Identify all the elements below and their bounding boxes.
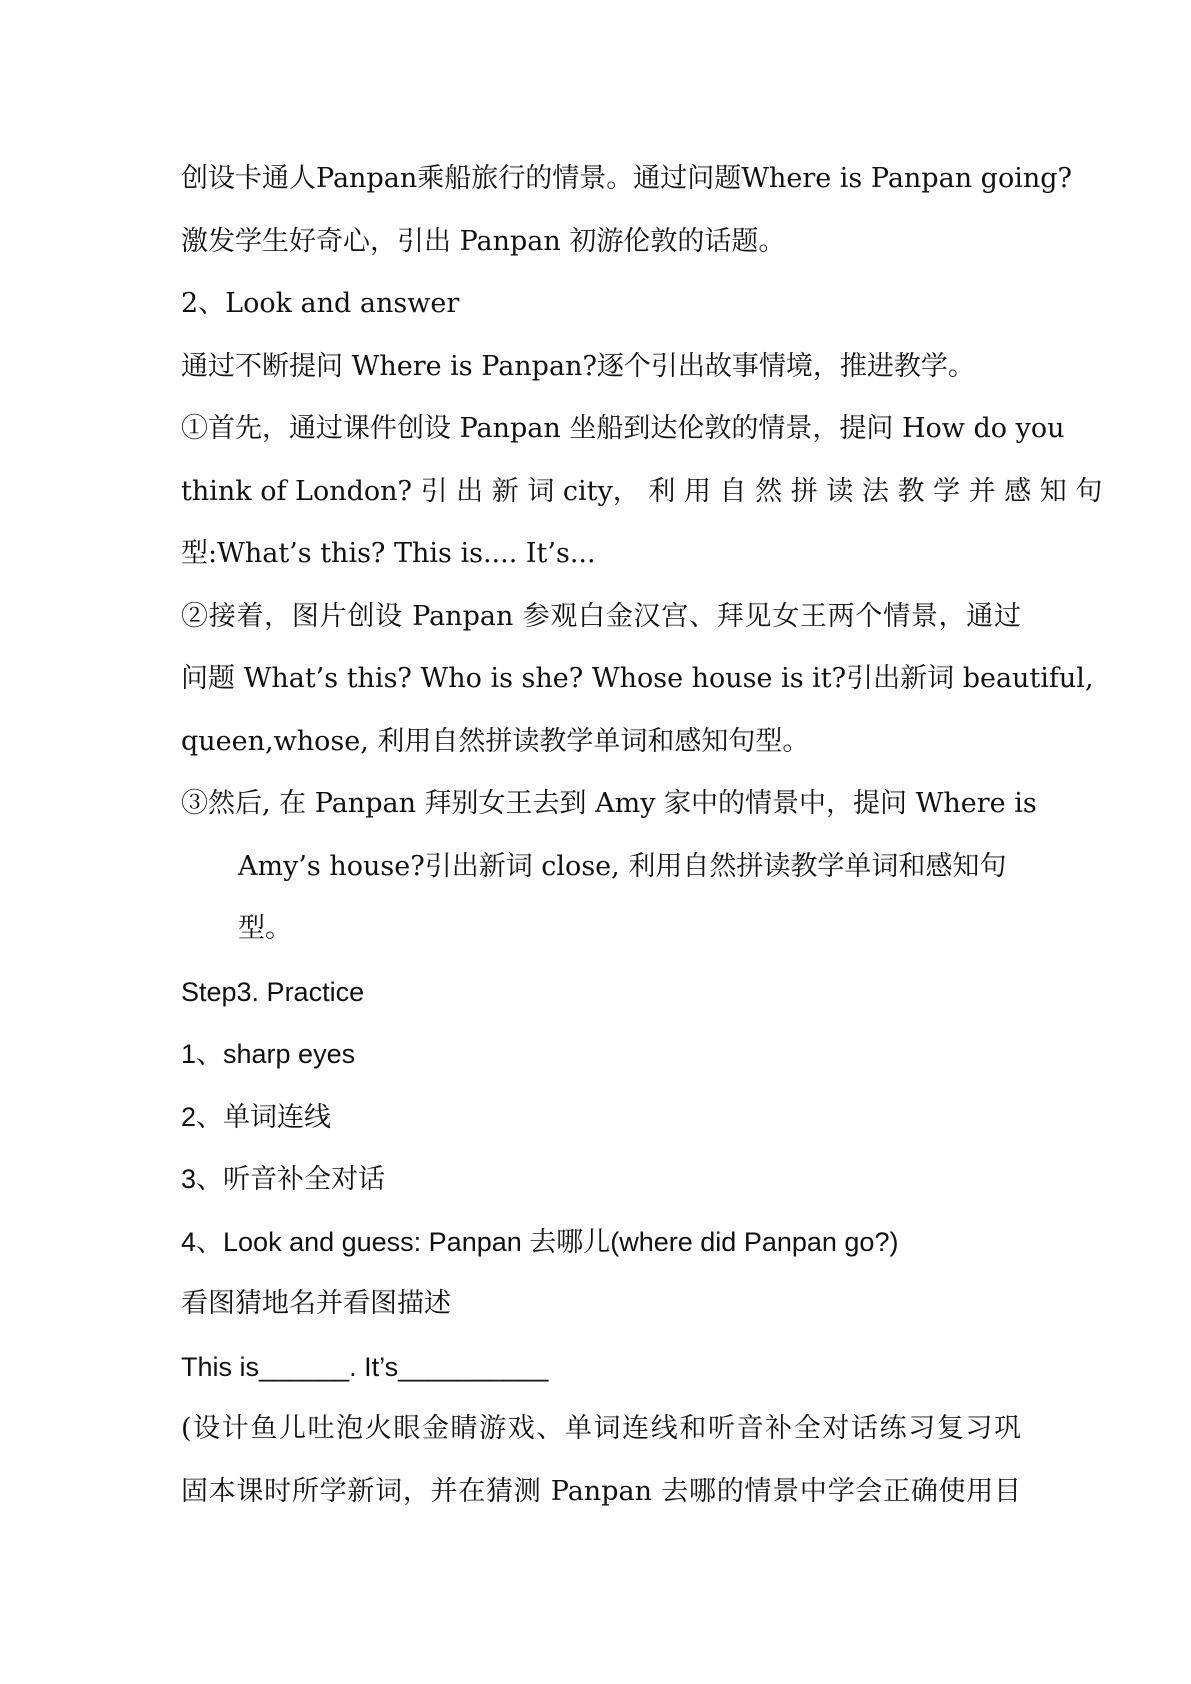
paragraph-line: 问题 What’s this? Who is she? Whose house is it?引出新词 beautiful,: [181, 663, 1094, 694]
section-heading: Step3. Practice: [181, 976, 365, 1007]
section-heading: 2、Look and answer: [181, 288, 460, 319]
paragraph-line: queen,whose, 利用自然拼读教学单词和感知句型。: [181, 725, 810, 757]
paragraph-line: 固本课时所学新词，并在猜测 Panpan 去哪的情景中学会正确使用目: [181, 1475, 1021, 1507]
paragraph-line: ②接着，图片创设 Panpan 参观白金汉宫、拜见女王两个情景，通过: [181, 600, 1021, 632]
list-item: 2、单词连线: [181, 1101, 332, 1132]
document-body: [181, 148, 1103, 1523]
paragraph-line: ①首先，通过课件创设 Panpan 坐船到达伦敦的情景，提问 How do you: [181, 413, 1065, 444]
list-item: 1、sharp eyes: [181, 1039, 356, 1069]
paragraph-line: 看图猜地名并看图描述: [181, 1288, 451, 1319]
paragraph-line: 激发学生好奇心，引出 Panpan 初游伦敦的话题。: [181, 225, 786, 257]
list-item: 4、Look and guess: Panpan 去哪儿(where did Panpan go?): [181, 1226, 899, 1257]
paragraph-line: think of London? 引 出 新 词 city， 利 用 自 然 拼 读 法 教 学 并 感 知 句: [181, 475, 1103, 507]
paragraph-line: ③然后, 在 Panpan 拜别女王去到 Amy 家中的情景中，提问 Where is: [181, 788, 1037, 819]
paragraph-line: 创设卡通人Panpan乘船旅行的情景。通过问题Where is Panpan going?: [181, 163, 1072, 194]
list-item: 3、听音补全对话: [181, 1164, 386, 1194]
paragraph-line: (设计鱼儿吐泡火眼金睛游戏、单词连线和听音补全对话练习复习巩: [181, 1413, 1021, 1444]
paragraph-line: 通过不断提问 Where is Panpan?逐个引出故事情境，推进教学。: [181, 350, 975, 382]
paragraph-line: 型。: [238, 913, 292, 944]
paragraph-line: Amy’s house?引出新词 close, 利用自然拼读教学单词和感知句: [238, 850, 1007, 882]
paragraph-line: 型:What’s this? This is.... It’s...: [181, 538, 596, 569]
fill-in-sentence: This is______. It’s__________: [181, 1351, 549, 1382]
